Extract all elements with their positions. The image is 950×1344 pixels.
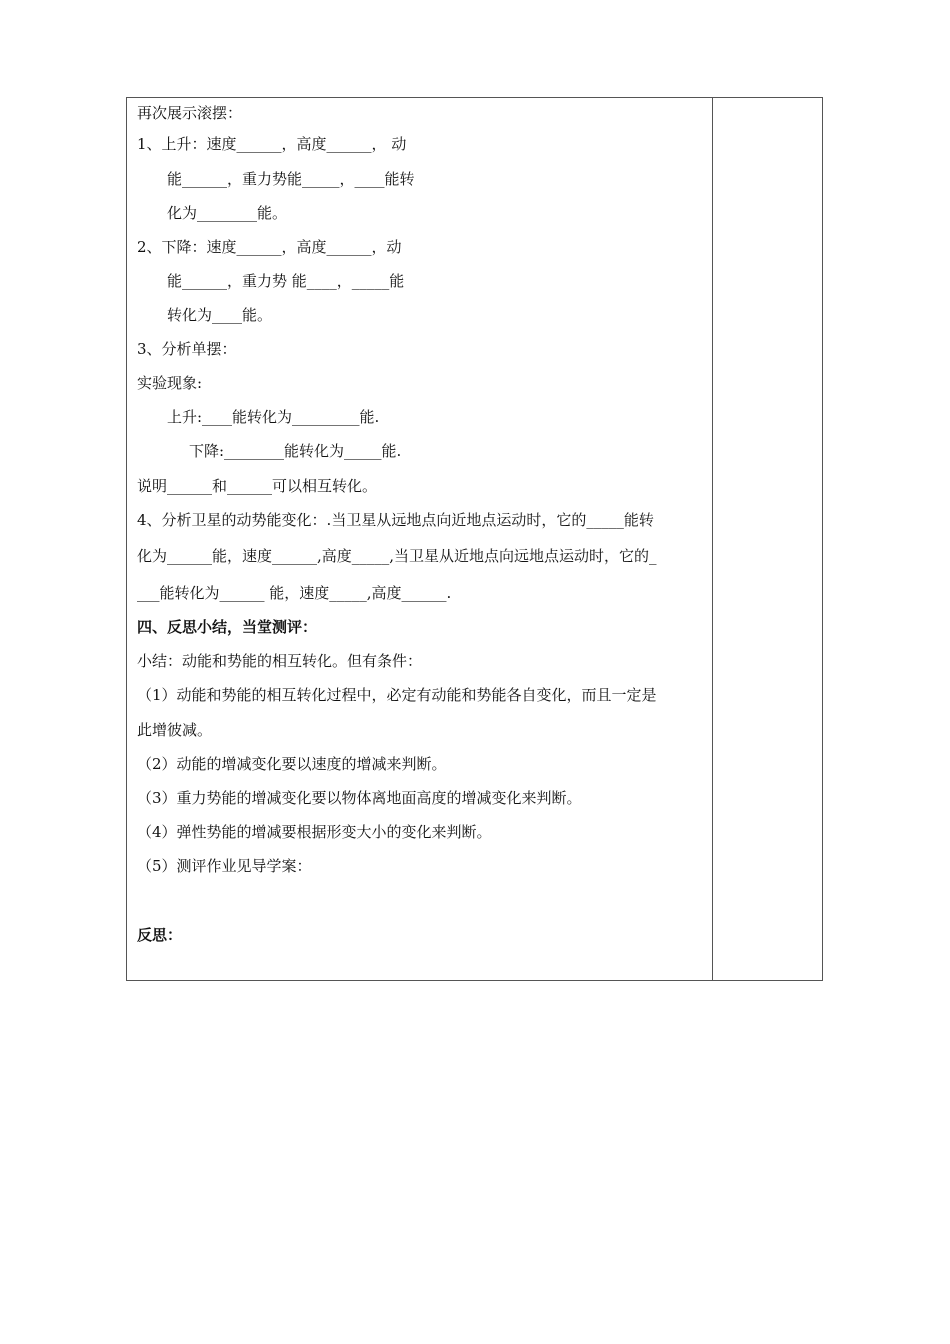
text-line: 下降:________能转化为_____能. [189,442,402,460]
text-line: 实验现象: [137,374,203,392]
text-line: （1）动能和势能的相互转化过程中，必定有动能和势能各自变化，而且一定是 [137,686,657,704]
text-line: 能______，重力势 能____，_____能 [167,272,405,290]
text-line: （2）动能的增减变化要以速度的增减来判断。 [137,755,447,773]
text-line: 2、下降：速度______，高度______，动 [137,238,402,256]
text-line: 4、分析卫星的动势能变化：.当卫星从远地点向近地点运动时，它的_____能转 [137,511,654,529]
text-line: 上升:____能转化为_________能. [167,408,380,426]
text-line: 说明______和______可以相互转化。 [137,477,378,495]
text-line: 3、分析单摆： [137,340,237,358]
text-line: 1、上升：速度______，高度______， 动 [137,135,407,153]
text-line: ___能转化为______ 能，速度_____,高度______. [137,584,452,602]
text-line: 此增彼减。 [137,721,213,739]
text-line: 小结：动能和势能的相互转化。但有条件： [137,652,423,670]
column-divider [712,98,713,980]
text-line: 化为________能。 [167,204,288,222]
lesson-table [126,97,823,981]
text-line: （5）测评作业见导学案： [137,857,312,875]
text-line: 能______，重力势能_____，____能转 [167,170,415,188]
text-line: 再次展示滚摆： [137,104,243,122]
section-heading: 四、反思小结，当堂测评： [137,618,318,636]
text-line: （4）弹性势能的增减要根据形变大小的变化来判断。 [137,823,492,841]
text-line: 转化为____能。 [167,306,273,324]
text-line: 化为______能，速度______,高度_____,当卫星从近地点向远地点运动时，它的_ [137,547,657,565]
text-line: （3）重力势能的增减变化要以物体离地面高度的增减变化来判断。 [137,789,582,807]
reflection-heading: 反思： [137,926,183,944]
